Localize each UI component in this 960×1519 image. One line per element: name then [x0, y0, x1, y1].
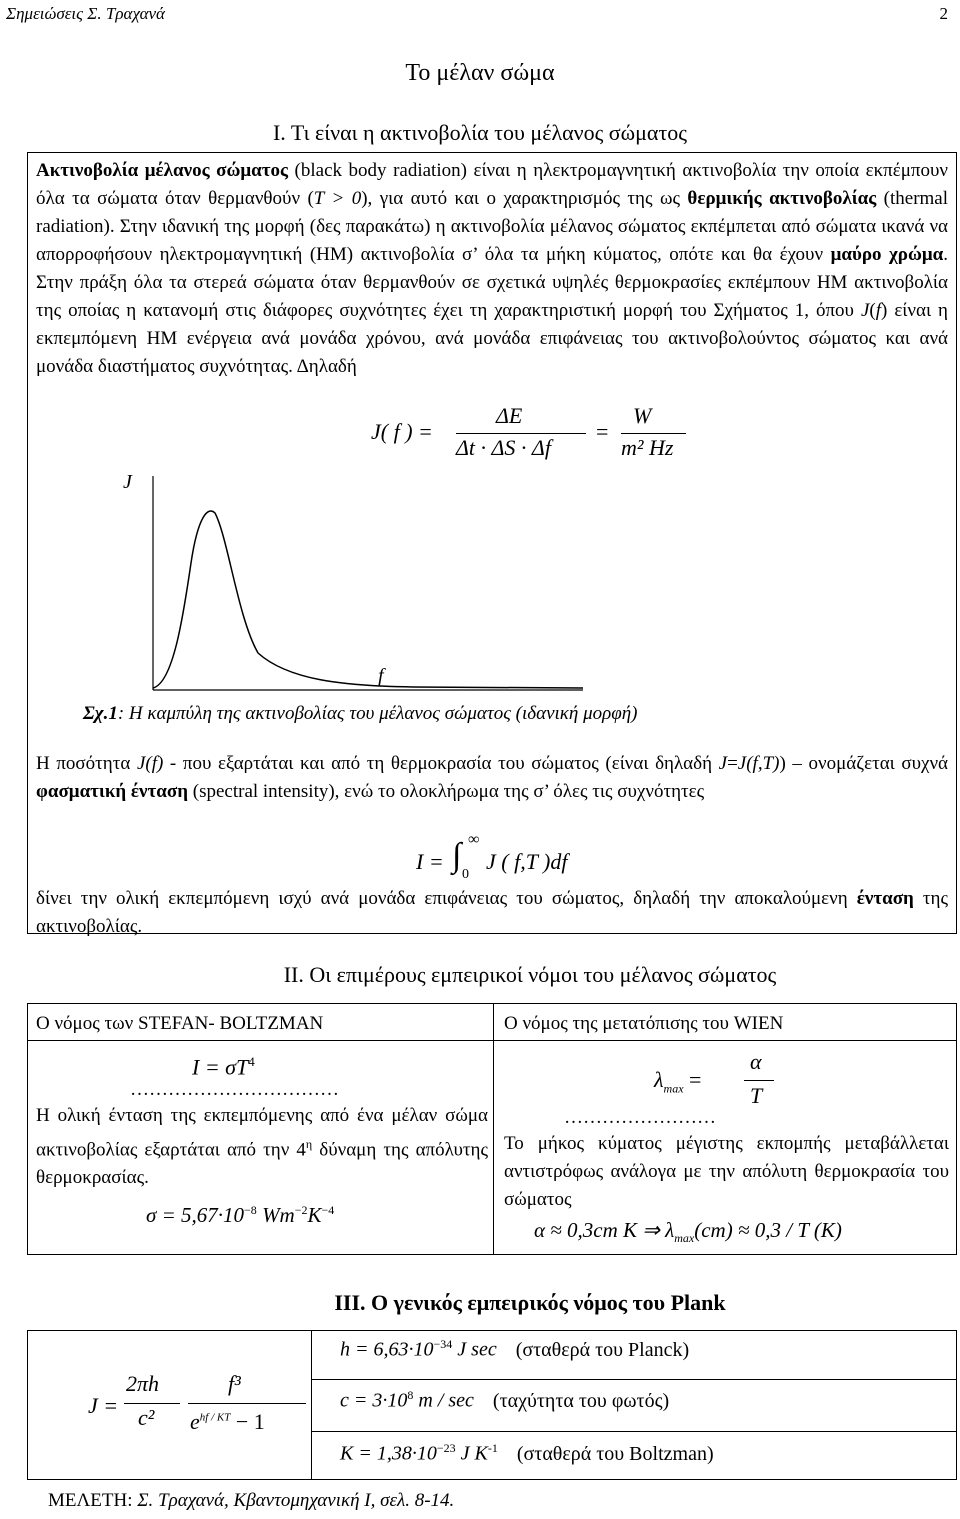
- running-header: Σημειώσεις Σ. Τραχανά: [6, 4, 165, 23]
- dots: ……………………………: [130, 1079, 339, 1100]
- eq-exp: 4: [248, 1054, 255, 1069]
- text: =: [727, 753, 738, 774]
- exp: -1: [487, 1441, 498, 1455]
- unit: Wm: [256, 1203, 295, 1227]
- unit: m / sec: [413, 1389, 474, 1412]
- exp: −4: [321, 1203, 335, 1217]
- symbol-J: J: [860, 300, 870, 321]
- const-text: (cm) ≈ 0,3 / T (K): [694, 1218, 842, 1242]
- int-lower: 0: [462, 867, 469, 882]
- section1-paragraph3: [36, 885, 948, 941]
- symbol-J: J: [136, 753, 146, 774]
- page-number: 2: [939, 4, 948, 23]
- text: ) – ονομάζεται συχνά: [779, 753, 949, 774]
- int-upper: ∞: [468, 831, 480, 848]
- stefan-description: [36, 1102, 488, 1192]
- wien-title: Ο νόμος της μετατόπισης του WIEN: [504, 1013, 784, 1034]
- figure-caption: [83, 703, 638, 725]
- term-blackbody: Ακτινοβολία μέλανος σώματος: [36, 160, 289, 181]
- empirical-laws-table: [27, 1003, 957, 1255]
- den-exp: hf / KT: [199, 1411, 231, 1424]
- integral-sign: ∫: [452, 837, 462, 874]
- term-spectral-intensity: φασματική ένταση: [36, 781, 188, 802]
- text: . Στην πράξη όλα τα στερεά σώματα όταν θερμανθούν σε σχετικά υψηλές θερμοκρασίες εκπέμπουν ΗΜ ακτινοβολία της οποίας η κατανομή στις διάφορες συχνότητες έχει τη χαρακτηριστική μορφή του Σχήματος 1, όπου: [36, 244, 948, 321]
- constant-k: [340, 1441, 714, 1466]
- symbol-J: J: [718, 753, 728, 774]
- exp: −2: [294, 1203, 308, 1217]
- text: (thermal radiation). Στην ιδανική της μορφή (δες παρακάτω) η ακτινοβολία μέλανος σώματος εκπέμπεται από σώματα ικανά να απορροφήσουν ηλεκτρομαγνητική (ΗΜ) ακτινοβολία σ’ όλα τα μήκη κύματος, οπότε και θα έχουν: [36, 188, 949, 265]
- fraction-bar: [188, 1403, 306, 1404]
- text: ), για αυτό και ο χαρακτηρισμός της ως: [361, 188, 688, 209]
- lambda: λ: [654, 1067, 664, 1092]
- box3-divider: [311, 1331, 312, 1479]
- eq-lhs: J( f ) =: [371, 419, 433, 444]
- equation-spectral: [371, 403, 711, 463]
- planck-curve: [153, 511, 583, 688]
- exp: −34: [433, 1337, 453, 1351]
- symbol-ft: (f,T): [746, 753, 780, 774]
- symbol-J: J: [737, 753, 747, 774]
- note: (σταθερά του Planck): [515, 1338, 690, 1361]
- figure-y-label: J: [123, 471, 132, 493]
- footer-text: Σ. Τραχανά, Κβαντομηχανική Ι, σελ. 8-14.: [137, 1490, 455, 1511]
- eq-den2: m² Hz: [621, 435, 674, 460]
- text: ): [881, 300, 888, 321]
- text: δίνει την ολική εκπεμπόμενη ισχύ ανά μονάδα επιφάνειας του σώματος, δηλαδή την αποκαλούμενη: [36, 888, 857, 909]
- text: Η ολική ένταση της εκπεμπόμενης από ένα μέλαν σώμα ακτινοβολίας εξαρτάται από την 4: [36, 1105, 488, 1161]
- exp: 8: [407, 1388, 414, 1402]
- eq-num2: f³: [228, 1371, 241, 1396]
- eq-den1: Δt · ΔS · Δf: [456, 435, 551, 460]
- section1-paragraph2: [36, 750, 948, 806]
- eq-lhs: J =: [88, 1393, 119, 1418]
- symbol-f: f: [875, 300, 881, 321]
- section1-box: [27, 152, 957, 937]
- reference-footer: [48, 1490, 454, 1512]
- unit: J sec: [452, 1338, 497, 1361]
- equals: =: [683, 1067, 702, 1092]
- symbol-f: (f): [145, 753, 164, 774]
- wien-description: Το μήκος κύματος μέγιστης εκπομπής μεταβάλλεται αντιστρόφως ανάλογα με την απόλυτη θερμοκρασία του σώματος: [504, 1133, 949, 1210]
- const-eq: c = 3·10: [340, 1389, 408, 1412]
- equation-integral: [416, 831, 666, 883]
- blackbody-curve-figure: [113, 468, 673, 698]
- eq-num1: 2πh: [126, 1371, 160, 1396]
- text: Η ποσότητα: [36, 753, 137, 774]
- stefan-constant: [146, 1196, 334, 1229]
- text: (: [869, 300, 876, 321]
- const-text: α ≈ 0,3cm K ⇒ λ: [534, 1218, 675, 1242]
- wien-constant: [534, 1216, 842, 1252]
- sub: max: [674, 1231, 695, 1246]
- note: (ταχύτητα του φωτός): [492, 1389, 670, 1412]
- eq-text: I = σT: [192, 1054, 249, 1080]
- eq-num: α: [750, 1049, 762, 1074]
- fraction-bar: [124, 1403, 180, 1404]
- den-minus-one: − 1: [230, 1409, 265, 1434]
- const-eq: h = 6,63·10: [340, 1338, 434, 1361]
- constant-h: [340, 1337, 689, 1362]
- text: (black body radiation) είναι η ηλεκτρομαγνητική ακτινοβολία την οποία εκπέμπουν όλα τα σώματα όταν θερμανθούν (: [36, 160, 949, 209]
- stefan-title: Ο νόμος των STEFAN- BOLTZMAN: [36, 1013, 324, 1034]
- unit: K: [307, 1203, 322, 1227]
- section3-heading: ΙΙΙ. Ο γενικός εμπειρικός νόμος του Plank: [334, 1290, 726, 1315]
- footer-label: ΜΕΛΕΤΗ:: [48, 1490, 138, 1511]
- int-lhs: I =: [416, 849, 444, 874]
- text: (spectral intensity), ενώ το ολοκλήρωμα της σ’ όλες τις συχνότητες: [188, 781, 705, 802]
- term-intensity: ένταση: [856, 888, 914, 909]
- section1-paragraph1: [36, 157, 948, 381]
- note: (σταθερά του Boltzman): [516, 1442, 714, 1465]
- eq-num2: W: [633, 403, 652, 428]
- text: της ακτινοβολίας.: [36, 888, 948, 937]
- row-divider: [311, 1379, 957, 1380]
- eq-num1: ΔE: [496, 403, 523, 428]
- fraction-bar: [621, 433, 686, 434]
- text: δύναμη της απόλυτης θερμοκρασίας.: [36, 1139, 488, 1189]
- den-e: e: [190, 1409, 200, 1434]
- fraction-bar: [744, 1080, 774, 1081]
- exp: −8: [244, 1203, 257, 1217]
- column-divider: [493, 1004, 494, 1254]
- caption-text: : Η καμπύλη της ακτινοβολίας του μέλανος σώματος (ιδανική μορφή): [117, 703, 638, 724]
- section1-heading: Ι. Τι είναι η ακτινοβολία του μέλανος σώματος: [272, 120, 688, 145]
- term-thermal: θερμικής ακτινοβολίας: [687, 188, 877, 209]
- const-eq: K = 1,38·10: [340, 1442, 437, 1465]
- unit: J K: [455, 1442, 488, 1465]
- eq-equals: =: [596, 419, 609, 444]
- fraction-bar: [456, 433, 586, 434]
- condition: T > 0: [313, 188, 362, 209]
- row-divider: [311, 1431, 957, 1432]
- row-divider-left: [28, 1040, 493, 1041]
- sub: max: [663, 1081, 684, 1096]
- figure-x-label: f: [378, 665, 384, 687]
- caption-label: Σχ.1: [83, 703, 118, 724]
- row-divider-right: [494, 1040, 956, 1041]
- eq-den: T: [750, 1083, 763, 1108]
- term-black-color: μαύρο χρώμα: [830, 244, 944, 265]
- int-body: J ( f,T )df: [486, 849, 568, 874]
- sup: η: [305, 1137, 313, 1151]
- constant-c: [340, 1388, 669, 1413]
- const-text: σ = 5,67·10: [146, 1203, 245, 1227]
- page-title: Το μέλαν σώμα: [405, 60, 555, 86]
- wien-equation: [654, 1044, 794, 1108]
- section2-heading: ΙΙ. Οι επιμέρους εμπειρικοί νόμοι του μέλανος σώματος: [283, 962, 777, 987]
- text: είναι η εκπεμπόμενη ΗΜ ενέργεια ανά μονάδα χρόνου, ανά μονάδα επιφάνειας του ακτινοβολούντος σώματος και ανά μονάδα διαστήματος συχνότητας. Δηλαδή: [36, 300, 948, 377]
- planck-law-box: [27, 1330, 957, 1480]
- eq-den1: c²: [138, 1405, 155, 1430]
- planck-equation: [88, 1371, 308, 1451]
- text: - που εξαρτάται και από τη θερμοκρασία του σώματος (είναι δηλαδή: [163, 753, 719, 774]
- dots: ……………………: [564, 1107, 716, 1128]
- exp: −23: [436, 1441, 456, 1455]
